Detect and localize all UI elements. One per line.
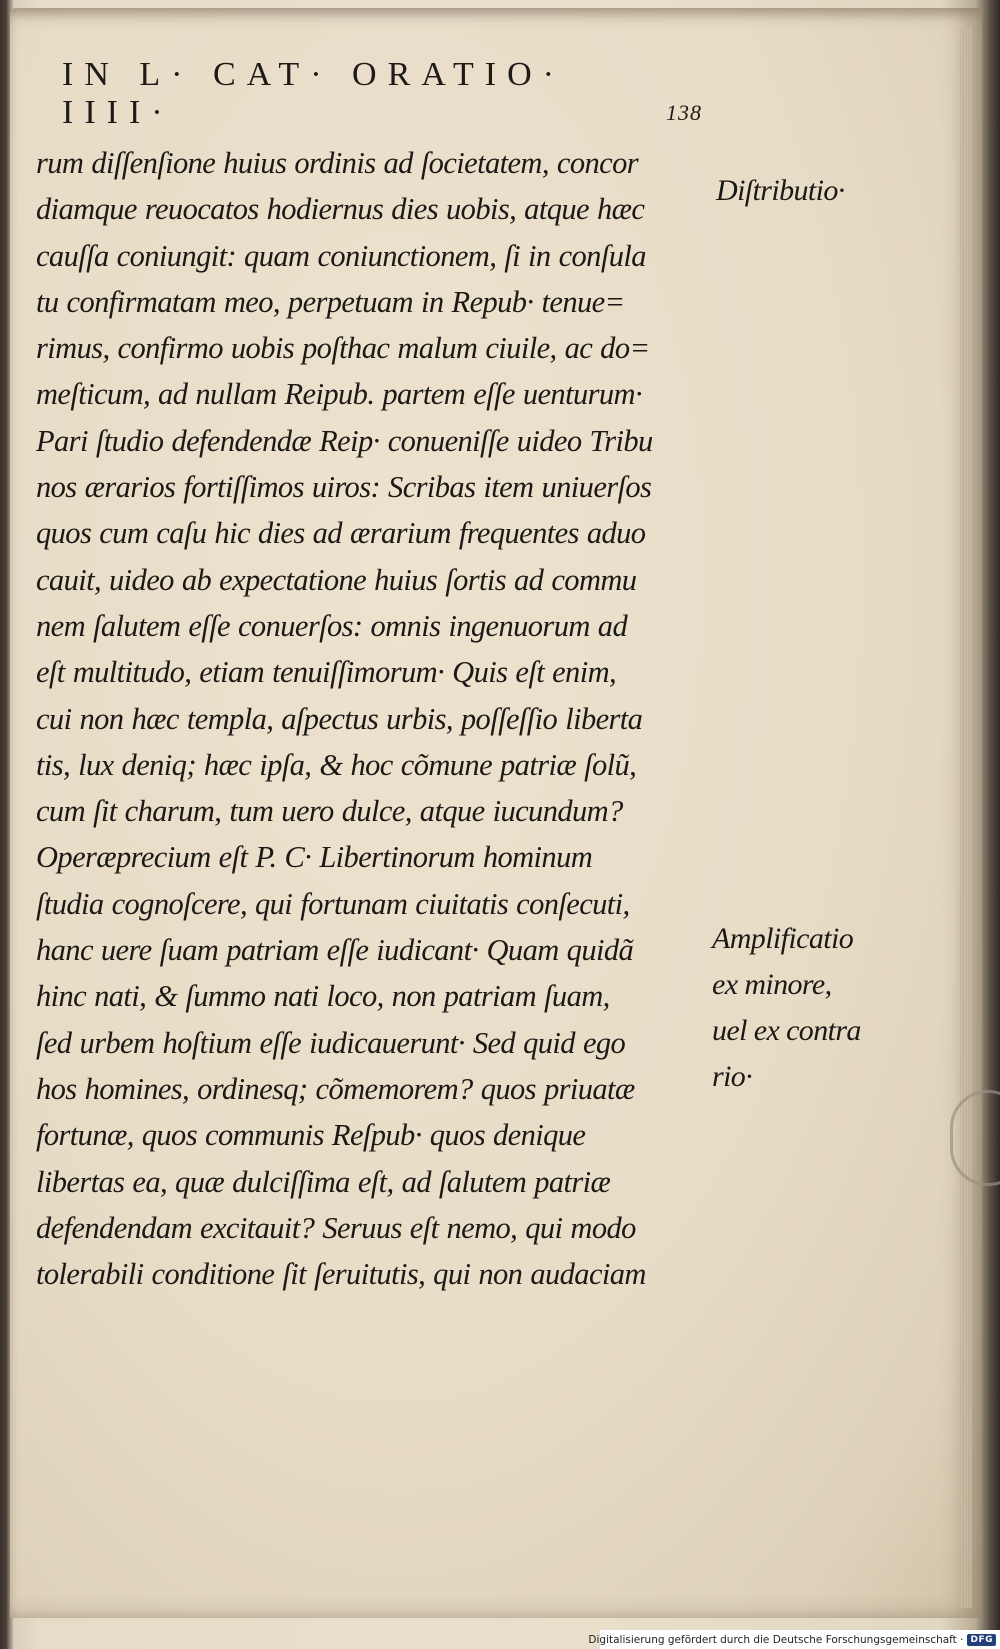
text-line: tis, lux deniq; hæc ipſa, & hoc cõmune patriæ ſolũ, [36, 747, 637, 782]
text-line: hinc nati, & ſummo nati loco, non patriam ſuam, [36, 979, 610, 1014]
text-line: quos cum caſu hic dies ad ærarium frequentes aduo [36, 516, 646, 551]
digitization-footer [588, 1630, 1000, 1649]
text-line: tolerabili conditione ſit ſeruitutis, qui non audaciam [36, 1257, 646, 1292]
folio-number: 138 [666, 100, 702, 125]
text-line: nem ſalutem eſſe conuerſos: omnis ingenuorum ad [36, 608, 628, 643]
text-line: rimus, confirmo uobis poſthac malum ciuile, ac do= [36, 331, 650, 366]
marginal-note-text: Diſtributio· [716, 174, 845, 207]
text-line: defendendam excitauit? Seruus eſt nemo, qui modo [36, 1210, 636, 1245]
marginal-note-line: rio· [712, 1060, 753, 1093]
text-line: diamque reuocatos hodiernus dies uobis, atque hæc [36, 192, 645, 227]
text-line: libertas ea, quæ dulciſſima eſt, ad ſalutem patriæ [36, 1164, 611, 1199]
text-line: hanc uere ſuam patriam eſſe iudicant· Quam quidã [36, 933, 634, 968]
main-text-block [36, 140, 704, 1297]
marginal-note-distributio [716, 168, 845, 214]
text-line: hos homines, ordinesq; cõmemorem? quos priuatæ [36, 1071, 635, 1106]
funding-credit: Digitalisierung gefördert durch die Deutsche Forschungsgemeinschaft · [588, 1633, 964, 1646]
text-line: fortunæ, quos communis Reſpub· quos denique [36, 1118, 586, 1153]
text-line: ſtudia cognoſcere, qui fortunam ciuitatis conſecuti, [36, 886, 630, 921]
text-line: cauſſa coniungit: quam coniunctionem, ſi in conſula [36, 238, 646, 273]
running-head [62, 56, 702, 132]
text-line: nos ærarios fortiſſimos uiros: Scribas item uniuerſos [36, 470, 652, 505]
marginal-note-line: uel ex contra [712, 1014, 861, 1047]
text-line: eſt multitudo, etiam tenuiſſimorum· Quis eſt enim, [36, 655, 617, 690]
text-line: cum ſit charum, tum uero dulce, atque iucundum? [36, 794, 623, 829]
dfg-logo-icon: DFG [967, 1634, 996, 1646]
text-line: rum diſſenſione huius ordinis ad ſocietatem, concor [36, 146, 638, 180]
text-line: Operæprecium eſt P. C· Libertinorum hominum [36, 840, 593, 875]
running-head-title: IN L· CAT· ORATIO· IIII· [62, 56, 566, 131]
text-line: cauit, uideo ab expectatione huius ſortis ad commu [36, 562, 637, 597]
text-line: tu confirmatam meo, perpetuam in Repub· tenue= [36, 284, 625, 319]
text-line: Pari ſtudio defendendæ Reip· conueniſſe uideo Tribu [36, 423, 653, 458]
text-line: ſed urbem hoſtium eſſe iudicauerunt· Sed quid ego [36, 1025, 626, 1060]
page-edge-stack [960, 28, 972, 1608]
marginal-note-amplificatio [712, 916, 861, 1100]
text-line: meſticum, ad nullam Reipub. partem eſſe uenturum· [36, 377, 642, 412]
clasp-shadow [950, 1090, 1000, 1186]
text-line: cui non hæc templa, aſpectus urbis, poſſeſſio liberta [36, 701, 643, 736]
marginal-note-line: Amplificatio [712, 922, 854, 955]
marginal-note-line: ex minore, [712, 968, 832, 1001]
